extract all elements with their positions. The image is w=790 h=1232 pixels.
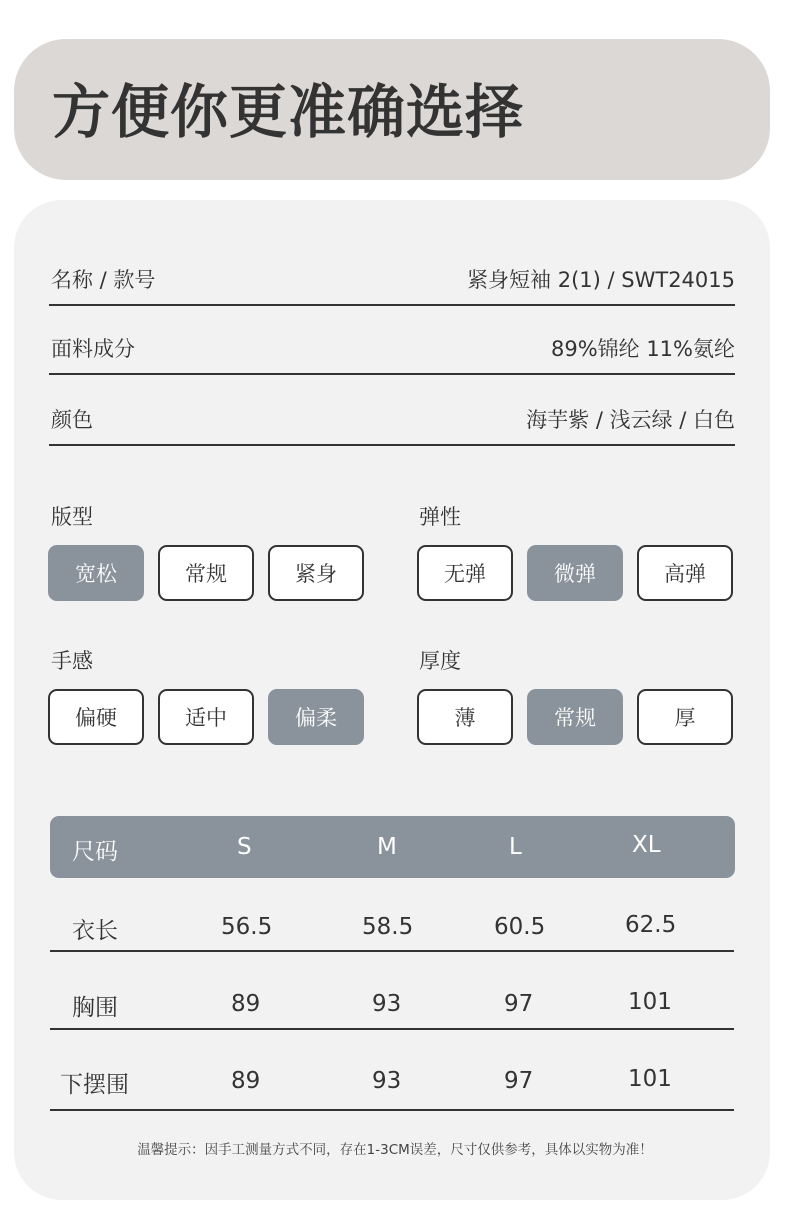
fit-label: 版型: [51, 505, 93, 529]
divider: [50, 1109, 734, 1111]
table-cell: 93: [372, 991, 402, 1017]
header-size-l: L: [509, 834, 522, 860]
info-label: 名称 / 款号: [51, 268, 156, 292]
info-row-fabric: [49, 305, 735, 375]
divider: [50, 950, 734, 952]
info-value: 89%锦纶 11%氨纶: [550, 337, 735, 361]
table-cell: 97: [504, 991, 534, 1017]
row-name-chest: 胸围: [72, 995, 118, 1021]
feel-option[interactable]: 偏硬: [48, 689, 144, 745]
size-table-header: [50, 816, 735, 878]
table-cell: 58.5: [362, 914, 414, 940]
table-cell: 97: [504, 1068, 534, 1094]
fit-option[interactable]: 常规: [158, 545, 254, 601]
table-cell: 89: [231, 1068, 261, 1094]
thickness-option[interactable]: 薄: [417, 689, 513, 745]
fit-option[interactable]: 紧身: [268, 545, 364, 601]
footnote: 温馨提示：因手工测量方式不同，存在1-3CM误差，尺寸仅供参考，具体以实物为准！: [137, 1142, 653, 1158]
info-value: 海芋紫 / 浅云绿 / 白色: [526, 408, 735, 432]
info-label: 面料成分: [51, 337, 135, 361]
page-title: 方便你更准确选择: [52, 78, 525, 146]
table-cell: 93: [372, 1068, 402, 1094]
elasticity-label: 弹性: [419, 505, 461, 529]
thickness-option[interactable]: 厚: [637, 689, 733, 745]
table-cell: 60.5: [494, 914, 546, 940]
header-size-m: M: [377, 834, 397, 860]
table-cell: 101: [628, 989, 672, 1015]
feel-option[interactable]: 适中: [158, 689, 254, 745]
table-cell: 56.5: [221, 914, 273, 940]
thickness-label: 厚度: [419, 649, 461, 673]
divider: [49, 444, 735, 446]
elasticity-option[interactable]: 微弹: [527, 545, 623, 601]
header-size-xl: XL: [632, 832, 661, 858]
info-value: 紧身短袖 2(1) / SWT24015: [467, 268, 735, 292]
row-name-length: 衣长: [72, 918, 118, 944]
elasticity-option[interactable]: 高弹: [637, 545, 733, 601]
elasticity-option[interactable]: 无弹: [417, 545, 513, 601]
header-size-s: S: [237, 834, 252, 860]
thickness-option[interactable]: 常规: [527, 689, 623, 745]
info-label: 颜色: [51, 408, 93, 432]
divider: [50, 1028, 734, 1030]
row-name-hem: 下摆围: [60, 1072, 129, 1098]
header-size-label: 尺码: [72, 839, 118, 865]
table-cell: 89: [231, 991, 261, 1017]
fit-option[interactable]: 宽松: [48, 545, 144, 601]
info-row-name: [49, 236, 735, 306]
info-row-color: [49, 376, 735, 446]
feel-option[interactable]: 偏柔: [268, 689, 364, 745]
divider: [49, 373, 735, 375]
table-cell: 101: [628, 1066, 672, 1092]
feel-label: 手感: [51, 649, 93, 673]
table-cell: 62.5: [625, 912, 677, 938]
